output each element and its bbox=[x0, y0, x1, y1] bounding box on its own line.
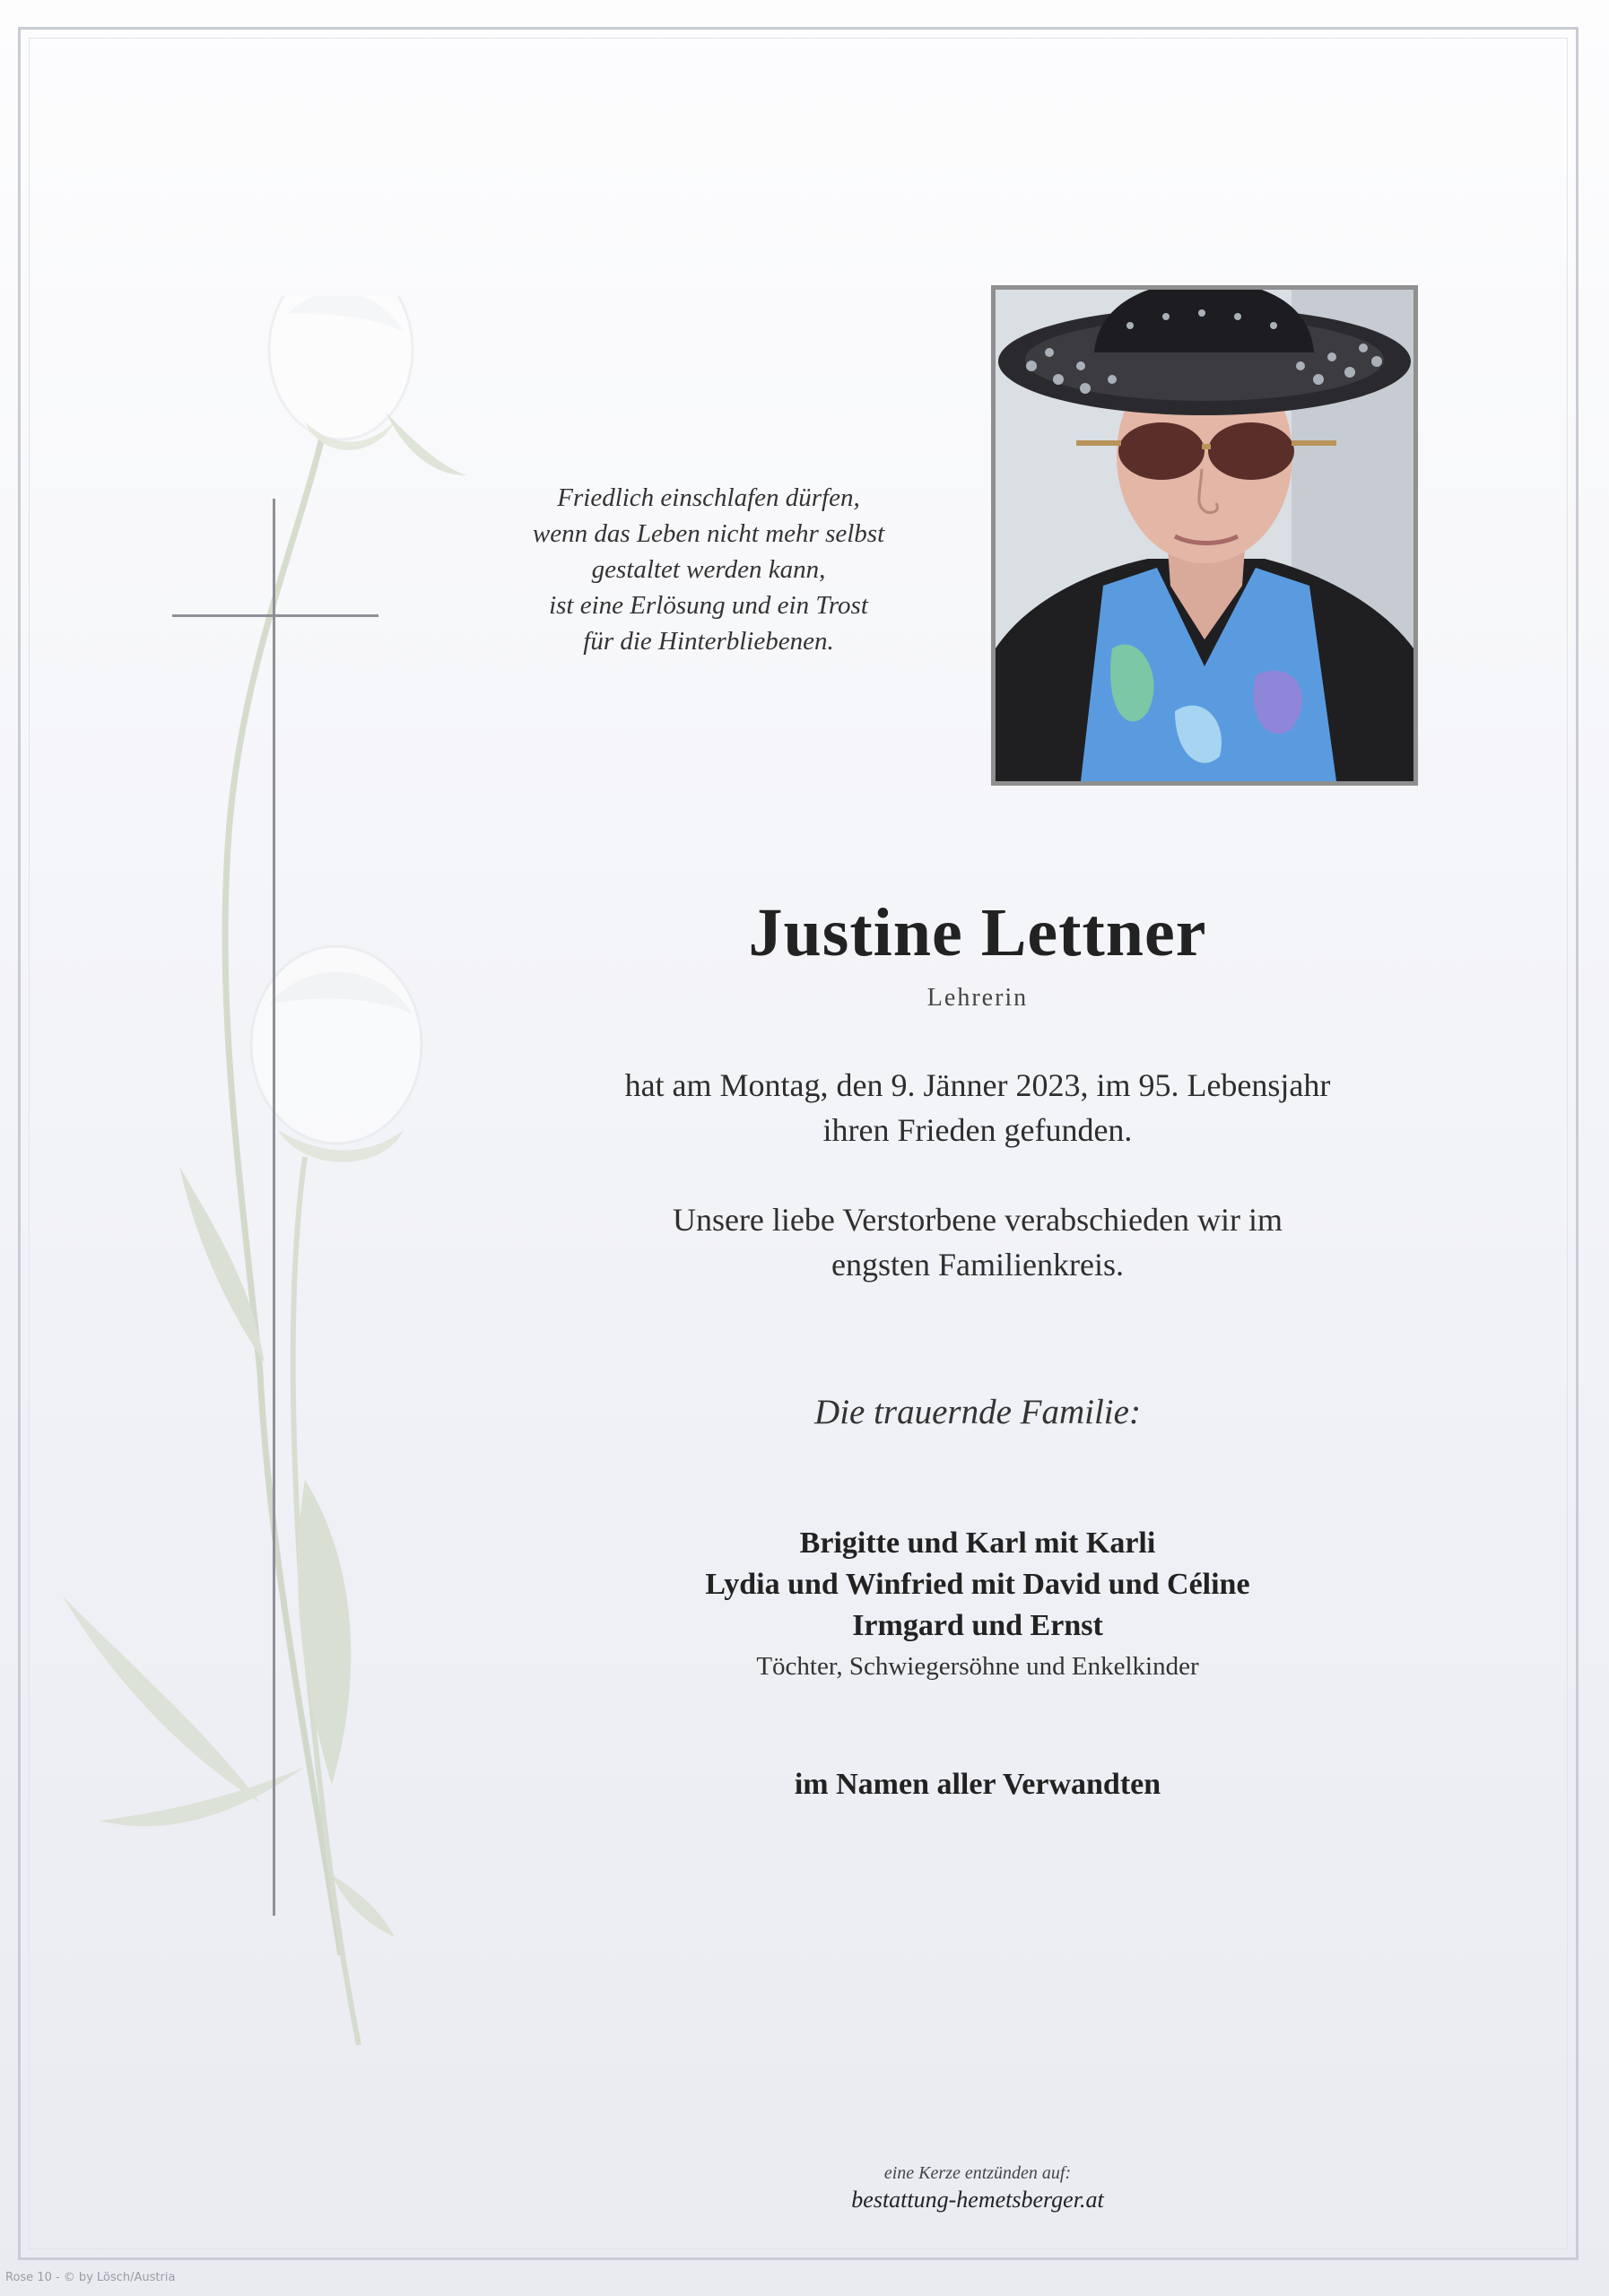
copyright-note: Rose 10 - © by Lösch/Austria bbox=[5, 2271, 176, 2284]
memorial-quote bbox=[466, 480, 951, 659]
cross-horizontal-bar bbox=[172, 614, 378, 617]
farewell-line: Unsere liebe Verstorbene verabschieden wir im bbox=[672, 1202, 1283, 1238]
portrait-photo bbox=[991, 285, 1418, 786]
family-member-line: Lydia und Winfried mit David und Céline bbox=[705, 1568, 1250, 1601]
quote-line: gestaltet werden kann, bbox=[591, 555, 826, 584]
deceased-profession: Lehrerin bbox=[926, 984, 1029, 1012]
quote-line: für die Hinterbliebenen. bbox=[583, 627, 834, 656]
family-member-line: Irmgard und Ernst bbox=[852, 1609, 1103, 1642]
farewell-notice bbox=[502, 1197, 1453, 1287]
family-members bbox=[502, 1523, 1453, 1647]
cross-vertical-bar bbox=[273, 499, 275, 1916]
quote-line: Friedlich einschlafen dürfen, bbox=[557, 483, 860, 512]
white-roses-illustration bbox=[36, 296, 502, 2090]
death-announcement bbox=[502, 1063, 1453, 1152]
family-relation: Töchter, Schwiegersöhne und Enkelkinder bbox=[756, 1652, 1199, 1681]
farewell-line: engsten Familienkreis. bbox=[831, 1247, 1124, 1283]
quote-line: ist eine Erlösung und ein Trost bbox=[549, 591, 868, 620]
announcement-line: ihren Frieden gefunden. bbox=[822, 1112, 1133, 1148]
quote-line: wenn das Leben nicht mehr selbst bbox=[532, 519, 885, 548]
family-heading: Die trauernde Familie: bbox=[814, 1393, 1141, 1431]
funeral-home-url[interactable]: bestattung-hemetsberger.at bbox=[851, 2187, 1104, 2213]
closing-line: im Namen aller Verwandten bbox=[794, 1768, 1161, 1801]
announcement-line: hat am Montag, den 9. Jänner 2023, im 95. Lebensjahr bbox=[624, 1067, 1331, 1103]
candle-text: eine Kerze entzünden auf: bbox=[883, 2163, 1072, 2183]
family-member-line: Brigitte und Karl mit Karli bbox=[799, 1526, 1156, 1560]
deceased-name: Justine Lettner bbox=[748, 895, 1207, 970]
